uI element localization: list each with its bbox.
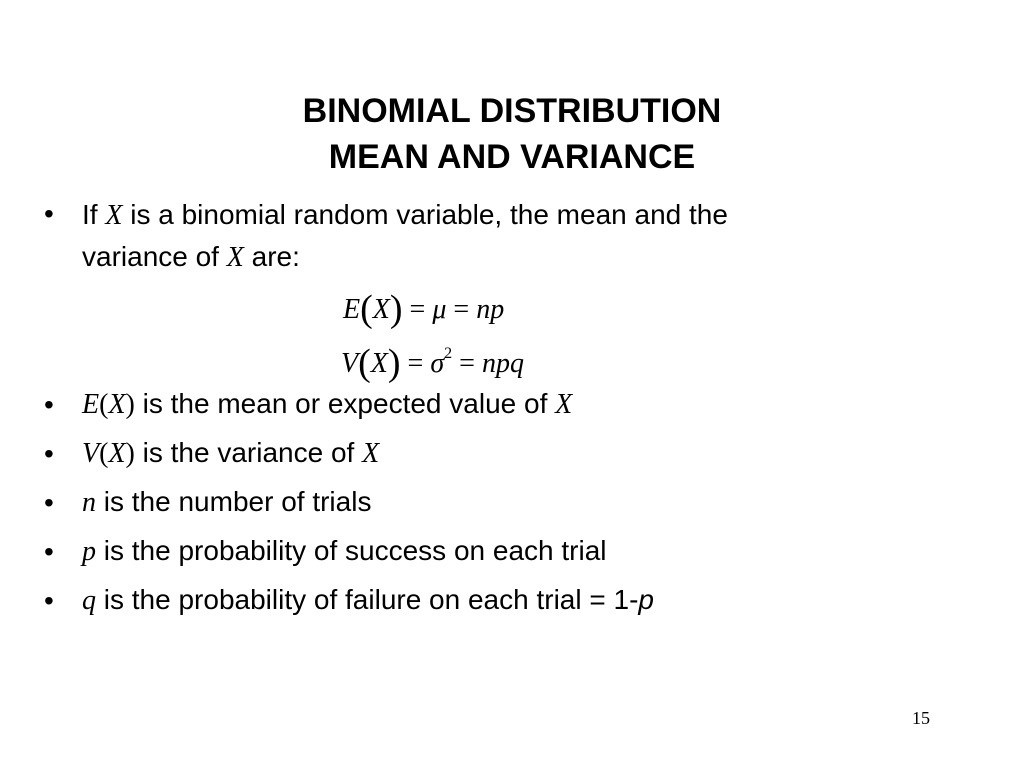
- bullet-marker: •: [44, 438, 54, 469]
- eq-paren: (: [358, 342, 371, 384]
- eq-sigma: σ: [430, 348, 445, 379]
- variance-equation: [341, 338, 524, 382]
- eq-fn: E: [343, 294, 361, 325]
- eq-equals: =: [452, 348, 482, 379]
- eq-paren: ): [389, 288, 403, 330]
- list-item-success: [82, 533, 606, 574]
- eq-paren: (: [360, 288, 373, 330]
- item-arg: X: [108, 438, 126, 469]
- eq-arg: X: [370, 348, 388, 379]
- eq-rhs: npq: [481, 348, 524, 379]
- item-symbol: q: [82, 585, 96, 616]
- bullet-marker: •: [44, 585, 54, 616]
- eq-fn: V: [341, 348, 359, 379]
- list-item-mean: [82, 386, 572, 427]
- mean-equation: [343, 284, 504, 328]
- item-symbol: E: [82, 389, 100, 420]
- list-item-failure: [82, 582, 654, 623]
- item-text: is the probability of success on each trial: [96, 535, 607, 566]
- eq-rhs: np: [476, 294, 505, 325]
- item-text: is the mean or expected value of: [134, 388, 556, 419]
- eq-paren: ): [387, 342, 401, 384]
- page-number: 15: [912, 708, 930, 728]
- item-end: p: [638, 584, 654, 615]
- intro-text: variance of: [82, 241, 227, 272]
- bullet-marker: •: [44, 198, 54, 229]
- item-end: X: [362, 438, 380, 469]
- item-text: is the number of trials: [96, 486, 372, 517]
- title-line-1: BINOMIAL DISTRIBUTION: [302, 92, 722, 130]
- slide-title: [0, 88, 1024, 180]
- bullet-marker: •: [44, 536, 54, 567]
- variable-x: X: [105, 200, 123, 231]
- item-end: X: [555, 389, 573, 420]
- title-line-2: MEAN AND VARIANCE: [328, 138, 696, 176]
- item-symbol: V: [82, 438, 100, 469]
- list-item-variance: [82, 435, 379, 476]
- list-item-trials: [82, 484, 371, 525]
- item-text: is the variance of: [134, 437, 363, 468]
- eq-equals: =: [446, 294, 477, 325]
- item-arg: X: [108, 389, 126, 420]
- item-paren: (: [99, 389, 109, 420]
- intro-text: are:: [243, 241, 300, 272]
- bullet-marker: •: [44, 389, 54, 420]
- variable-x: X: [226, 242, 244, 273]
- item-symbol: n: [82, 487, 96, 518]
- eq-arg: X: [372, 294, 390, 325]
- intro-line-2: [82, 239, 300, 280]
- item-paren: (: [99, 438, 109, 469]
- intro-line-1: [82, 197, 728, 238]
- item-paren: ): [125, 389, 135, 420]
- item-text: is the probability of failure on each trial = 1-: [96, 584, 639, 615]
- eq-equals: =: [402, 294, 433, 325]
- eq-equals: =: [400, 348, 431, 379]
- item-symbol: p: [82, 536, 96, 567]
- intro-text: If: [82, 199, 106, 230]
- intro-text: is a binomial random variable, the mean and the: [122, 199, 728, 230]
- eq-superscript: 2: [444, 345, 453, 362]
- bullet-marker: •: [44, 487, 54, 518]
- eq-mu: μ: [432, 294, 447, 325]
- item-paren: ): [125, 438, 135, 469]
